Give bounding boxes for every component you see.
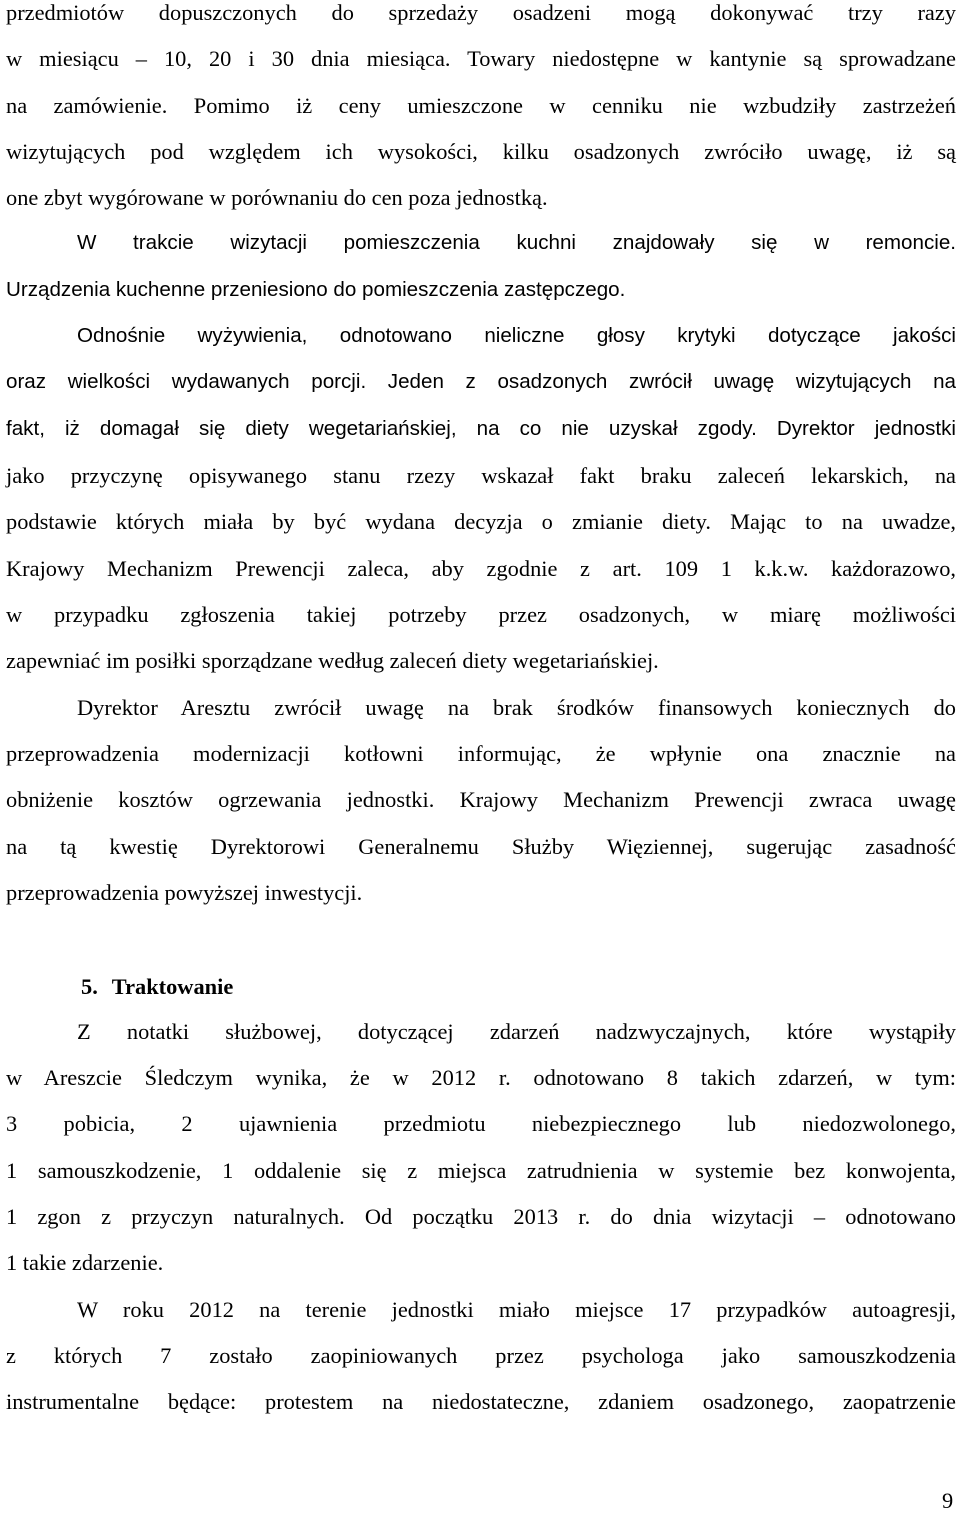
text-line: 3 pobicia, 2 ujawnienia przedmiotu niebezpiecznego lub niedozwolonego, — [6, 1111, 956, 1136]
text-line: Dyrektor Aresztu zwrócił uwagę na brak środków finansowych koniecznych do — [77, 695, 956, 720]
text-line: Odnośnie wyżywienia, odnotowano nieliczne głosy krytyki dotyczące jakości — [77, 324, 956, 347]
text-line: W roku 2012 na terenie jednostki miało miejsce 17 przypadków autoagresji, — [77, 1297, 956, 1322]
text-line: w Areszcie Śledczym wynika, że w 2012 r. odnotowano 8 takich zdarzeń, w tym: — [6, 1065, 956, 1090]
text-line: W trakcie wizytacji pomieszczenia kuchni znajdowały się w remoncie. — [77, 231, 956, 254]
text-line: na zamówienie. Pomimo iż ceny umieszczone w cenniku nie wzbudziły zastrzeżeń — [6, 93, 956, 118]
section-heading — [81, 974, 233, 1000]
text-line: obniżenie kosztów ogrzewania jednostki. Krajowy Mechanizm Prewencji zwraca uwagę — [6, 787, 956, 812]
text-line: 1 takie zdarzenie. — [6, 1250, 164, 1275]
text-line: 1 zgon z przyczyn naturalnych. Od początku 2013 r. do dnia wizytacji – odnotowano — [6, 1204, 956, 1229]
text-line: oraz wielkości wydawanych porcji. Jeden z osadzonych zwrócił uwagę wizytujących na — [6, 370, 956, 393]
section-number: 5. — [81, 974, 98, 999]
text-line: 1 samouszkodzenie, 1 oddalenie się z miejsca zatrudnienia w systemie bez konwojenta, — [6, 1158, 956, 1183]
text-line: zapewniać im posiłki sporządzane według zaleceń diety wegetariańskiej. — [6, 648, 659, 673]
text-line: z których 7 zostało zaopiniowanych przez psychologa jako samouszkodzenia — [6, 1343, 956, 1368]
text-line: w przypadku zgłoszenia takiej potrzeby przez osadzonych, w miarę możliwości — [6, 602, 956, 627]
text-line: na tą kwestię Dyrektorowi Generalnemu Służby Więziennej, sugerując zasadność — [6, 834, 956, 859]
text-line: Z notatki służbowej, dotyczącej zdarzeń nadzwyczajnych, które wystąpiły — [77, 1019, 956, 1044]
text-line: w miesiącu – 10, 20 i 30 dnia miesiąca. Towary niedostępne w kantynie są sprowadzane — [6, 46, 956, 71]
text-line: przeprowadzenia powyższej inwestycji. — [6, 880, 363, 905]
text-line: jako przyczynę opisywanego stanu rzezy wskazał fakt braku zaleceń lekarskich, na — [6, 463, 956, 488]
text-line: instrumentalne będące: protestem na niedostateczne, zdaniem osadzonego, zaopatrzenie — [6, 1389, 956, 1414]
text-line: przeprowadzenia modernizacji kotłowni informując, że wpłynie ona znacznie na — [6, 741, 956, 766]
text-line: przedmiotów dopuszczonych do sprzedaży osadzeni mogą dokonywać trzy razy — [6, 0, 956, 25]
text-line: one zbyt wygórowane w porównaniu do cen poza jednostką. — [6, 185, 548, 210]
section-title: Traktowanie — [111, 974, 234, 999]
page-number: 9 — [942, 1488, 954, 1513]
text-line: podstawie których miała by być wydana decyzja o zmianie diety. Mając to na uwadze, — [6, 509, 956, 534]
text-line: wizytujących pod względem ich wysokości, kilku osadzonych zwróciło uwagę, iż są — [6, 139, 956, 164]
text-line: Krajowy Mechanizm Prewencji zaleca, aby zgodnie z art. 109 1 k.k.w. każdorazowo, — [6, 556, 956, 581]
text-line: fakt, iż domagał się diety wegetariańskiej, na co nie uzyskał zgody. Dyrektor jednostki — [6, 417, 956, 440]
text-line: Urządzenia kuchenne przeniesiono do pomieszczenia zastępczego. — [6, 278, 626, 301]
